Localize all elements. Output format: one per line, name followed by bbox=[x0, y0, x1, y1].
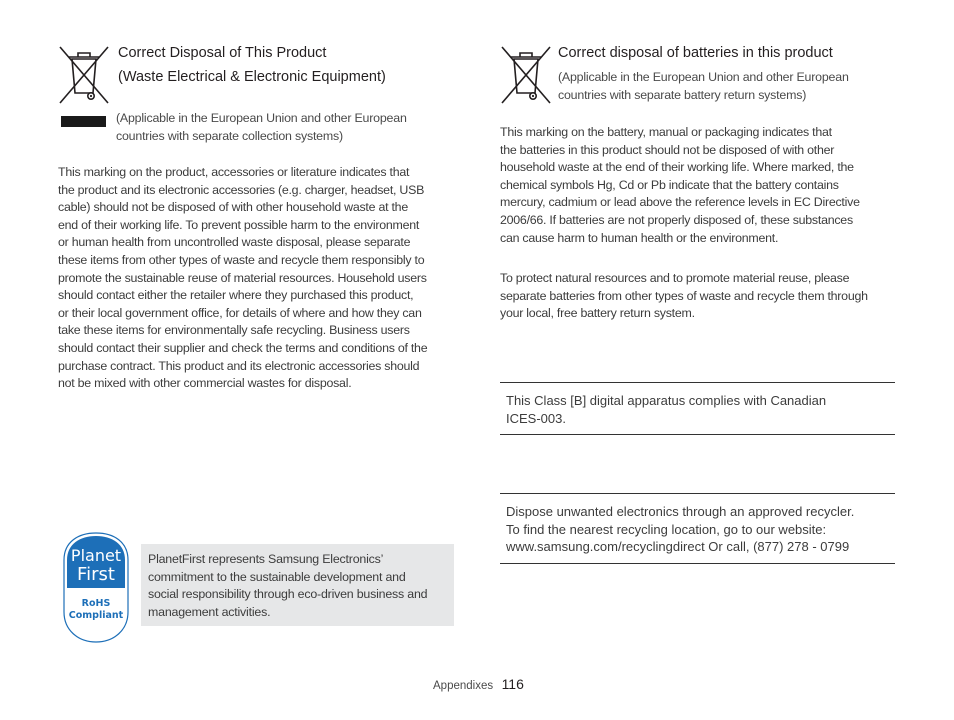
planetfirst-line: management activities. bbox=[148, 604, 271, 619]
weee-body-text bbox=[58, 164, 427, 393]
battery-reuse-text bbox=[500, 270, 868, 323]
crossed-out-wheelie-bin-icon bbox=[58, 45, 110, 107]
page-number: 116 bbox=[501, 676, 524, 692]
body-line: or human health from uncontrolled waste disposal, please separate bbox=[58, 235, 411, 250]
body-line: can cause harm to human health or the environment. bbox=[500, 230, 779, 245]
body-line: promote the sustainable reuse of material resources. Household users bbox=[58, 270, 427, 285]
planetfirst-logo bbox=[62, 532, 130, 644]
body-line: 2006/66. If batteries are not properly disposed of, these substances bbox=[500, 212, 853, 227]
recycle-statement bbox=[506, 503, 854, 556]
body-line: This marking on the battery, manual or packaging indicates that bbox=[500, 125, 832, 139]
body-line: take these items for environmentally safe recycling. Business users bbox=[58, 323, 410, 338]
body-line: or their local government office, for details of where and how they can bbox=[58, 305, 422, 320]
body-line: separate batteries from other types of waste and recycle them through bbox=[500, 288, 868, 303]
weee-applicability-note bbox=[116, 110, 407, 145]
ices-line: ICES-003. bbox=[506, 410, 566, 426]
planetfirst-info-box bbox=[141, 544, 454, 626]
ices-statement bbox=[506, 392, 826, 427]
body-line: the batteries in this product should not be disposed of with other bbox=[500, 142, 835, 157]
body-line: should contact their supplier and check the terms and conditions of the bbox=[58, 340, 428, 355]
note-line: countries with separate collection systems) bbox=[116, 128, 343, 143]
recycle-line: To find the nearest recycling location, go to our website: bbox=[506, 521, 827, 537]
weee-title-line: Correct Disposal of This Product bbox=[118, 45, 327, 61]
body-line: these items from other types of waste and recycle them responsibly to bbox=[58, 252, 425, 267]
body-line: your local, free battery return system. bbox=[500, 306, 695, 321]
body-line: This marking on the product, accessories or literature indicates that bbox=[58, 165, 410, 179]
body-line: should contact either the retailer where they purchased this product, bbox=[58, 288, 414, 303]
planetfirst-line: commitment to the sustainable development and bbox=[148, 569, 406, 584]
ices-bottom-rule bbox=[500, 434, 895, 435]
recycle-top-rule bbox=[500, 493, 895, 494]
rohs-label: RoHS bbox=[81, 598, 111, 609]
body-line: cable) should not be disposed of with other household waste at the bbox=[58, 200, 408, 215]
planetfirst-line: PlanetFirst represents Samsung Electronics’ bbox=[148, 552, 384, 566]
weee-title bbox=[118, 41, 386, 89]
body-line: chemical symbols Hg, Cd or Pb indicate that the battery contains bbox=[500, 177, 839, 192]
body-line: not be mixed with other commercial wastes for disposal. bbox=[58, 376, 352, 391]
battery-title-line: Correct disposal of batteries in this product bbox=[558, 45, 833, 61]
weee-title-line: (Waste Electrical & Electronic Equipment) bbox=[118, 69, 386, 85]
note-line: (Applicable in the European Union and other European bbox=[116, 111, 407, 125]
planetfirst-text bbox=[148, 551, 427, 621]
planetfirst-word-planet: Planet bbox=[70, 546, 122, 565]
black-bar bbox=[61, 116, 106, 127]
battery-applicability-note bbox=[558, 69, 849, 104]
ices-top-rule bbox=[500, 382, 895, 383]
body-line: end of their working life. To prevent possible harm to the environment bbox=[58, 217, 420, 232]
battery-title bbox=[558, 41, 833, 65]
page-footer bbox=[433, 676, 524, 694]
recycle-bottom-rule bbox=[500, 563, 895, 564]
body-line: To protect natural resources and to promote material reuse, please bbox=[500, 271, 850, 285]
recycle-line: www.samsung.com/recyclingdirect Or call, (877) 278 - 0799 bbox=[506, 539, 850, 554]
body-line: the product and its electronic accessories (e.g. charger, headset, USB bbox=[58, 182, 425, 197]
planetfirst-line: social responsibility through eco-driven business and bbox=[148, 587, 428, 601]
body-line: purchase contract. This product and its electronic accessories should bbox=[58, 358, 420, 373]
section-label: Appendixes bbox=[433, 680, 494, 692]
crossed-out-battery-bin-icon bbox=[500, 45, 552, 107]
note-line: (Applicable in the European Union and other European bbox=[558, 70, 849, 84]
recycle-line: Dispose unwanted electronics through an approved recycler. bbox=[506, 504, 855, 519]
body-line: household waste at the end of their working life. Where marked, the bbox=[500, 160, 854, 175]
planetfirst-word-first: First bbox=[77, 564, 115, 585]
compliant-label: Compliant bbox=[68, 610, 124, 621]
battery-body-text bbox=[500, 124, 860, 247]
ices-line: This Class [B] digital apparatus complies with Canadian bbox=[506, 393, 827, 408]
body-line: mercury, cadmium or lead above the reference levels in EC Directive bbox=[500, 195, 860, 210]
note-line: countries with separate battery return systems) bbox=[558, 87, 807, 102]
